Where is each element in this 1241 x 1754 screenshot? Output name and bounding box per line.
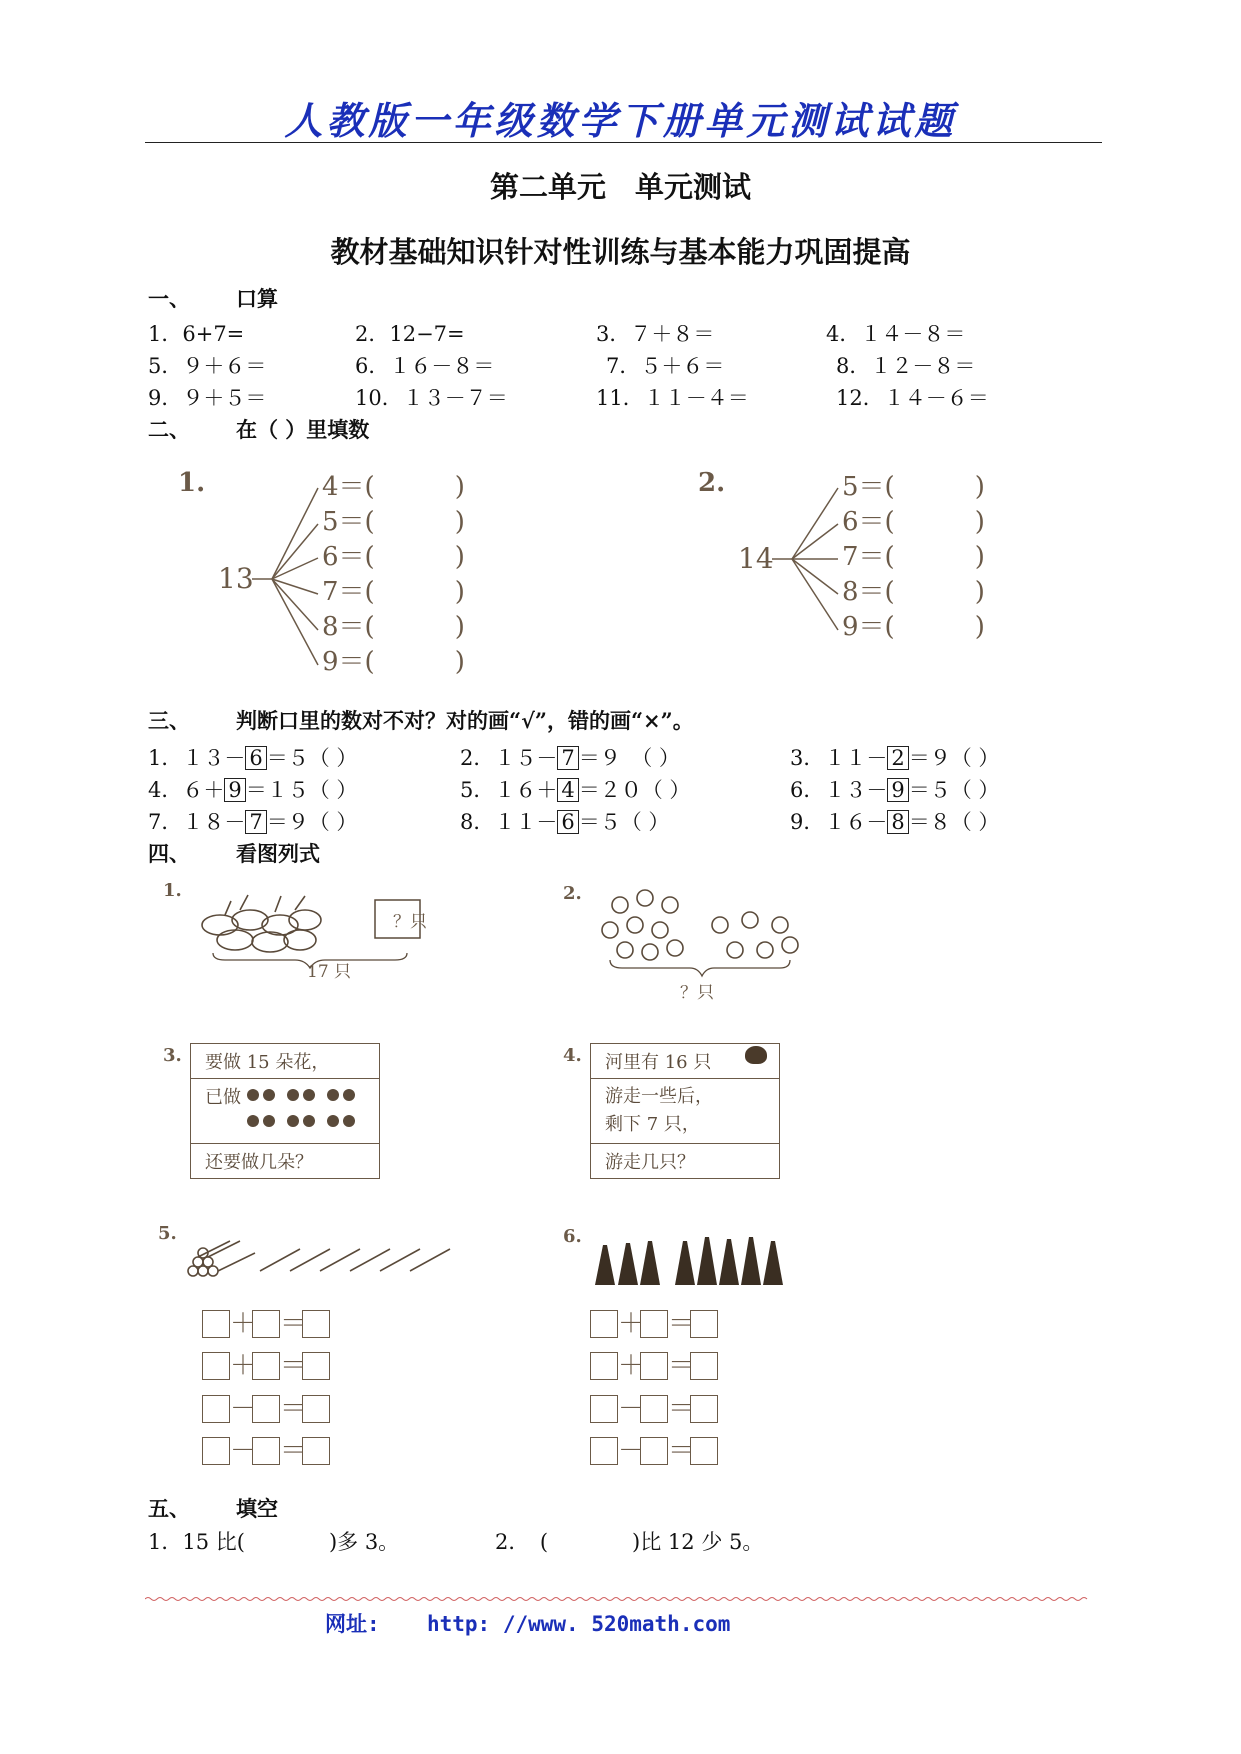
answer-box: 9 bbox=[224, 778, 245, 802]
flowers-icon bbox=[243, 1083, 368, 1135]
blank-box[interactable] bbox=[302, 1437, 330, 1465]
section-1-heading bbox=[148, 283, 278, 313]
card-line: 要做 15 朵花， bbox=[191, 1044, 379, 1079]
section-number: 三、 bbox=[148, 708, 190, 733]
footer-wavy-divider bbox=[145, 1596, 1090, 1602]
item-text: ＝９（ ） bbox=[908, 746, 1000, 770]
answer-box: 6 bbox=[245, 746, 266, 770]
blank-box[interactable] bbox=[302, 1310, 330, 1338]
row bbox=[842, 470, 985, 505]
row-text: 5＝( bbox=[842, 472, 895, 502]
plus-sign: ＋ bbox=[618, 1351, 645, 1381]
section-2-heading bbox=[148, 414, 369, 444]
section-number: 五、 bbox=[148, 1496, 190, 1521]
row bbox=[322, 470, 465, 505]
picture-label: 5. bbox=[158, 1223, 177, 1244]
header-divider bbox=[145, 142, 1102, 143]
answer-box: 8 bbox=[887, 810, 908, 834]
plants-illustration bbox=[590, 1230, 800, 1290]
item-text: 1．１３－ bbox=[148, 746, 246, 770]
item-text: 5．１６＋ bbox=[460, 778, 558, 802]
item-text: 3．１１－ bbox=[790, 746, 888, 770]
equals-sign: ＝ bbox=[280, 1351, 307, 1381]
row-text: 6＝( bbox=[842, 507, 895, 537]
picture-label: 6. bbox=[563, 1226, 582, 1247]
blank-close: ) bbox=[454, 612, 465, 642]
judge-item bbox=[460, 774, 690, 804]
blank-box[interactable] bbox=[202, 1310, 230, 1338]
row-text: 7＝( bbox=[322, 577, 375, 607]
judge-item bbox=[790, 806, 999, 836]
blank-box[interactable] bbox=[690, 1437, 718, 1465]
sticks-illustration bbox=[185, 1235, 465, 1280]
ducks-card bbox=[590, 1043, 780, 1179]
row bbox=[842, 540, 985, 575]
section-3-heading bbox=[148, 705, 694, 735]
section-4-heading bbox=[148, 838, 320, 868]
section-number: 一、 bbox=[148, 286, 190, 311]
blank-box[interactable] bbox=[590, 1310, 618, 1338]
section-title: 口算 bbox=[236, 286, 278, 311]
judge-item bbox=[460, 742, 680, 772]
item-text: ＝１５（ ） bbox=[245, 778, 358, 802]
footer-label: 网址: bbox=[325, 1612, 380, 1636]
picture-label: 3. bbox=[163, 1045, 182, 1066]
equation-row bbox=[590, 1387, 718, 1430]
calc-item: 6．１６－８＝ bbox=[355, 354, 495, 378]
blank-close: ) bbox=[454, 647, 465, 677]
judge-item bbox=[790, 742, 999, 772]
blank-close: ) bbox=[454, 542, 465, 572]
equation-row bbox=[202, 1345, 330, 1388]
decomposition-rows bbox=[842, 470, 985, 645]
equals-sign: ＝ bbox=[668, 1393, 695, 1424]
section-title: 看图列式 bbox=[236, 841, 320, 866]
calc-item: 9．９＋５＝ bbox=[148, 386, 267, 410]
row-text: 5＝( bbox=[322, 507, 375, 537]
row bbox=[322, 575, 465, 610]
blank-box[interactable] bbox=[252, 1352, 280, 1380]
item-text: ＝９ （ ） bbox=[578, 746, 680, 770]
row-text: 6＝( bbox=[322, 542, 375, 572]
row-text: 9＝( bbox=[842, 612, 895, 642]
item-text: ＝９（ ） bbox=[266, 810, 358, 834]
calc-item: 12．１４－６＝ bbox=[836, 386, 989, 410]
section-title: 填空 bbox=[236, 1496, 278, 1521]
section-number: 二、 bbox=[148, 417, 190, 442]
blank-box[interactable] bbox=[302, 1352, 330, 1380]
header-title: 人教版一年级数学下册单元测试试题 bbox=[284, 98, 957, 143]
minus-sign: － bbox=[618, 1436, 645, 1466]
answer-box: 6 bbox=[557, 810, 578, 834]
row bbox=[322, 540, 465, 575]
row-text: 8＝( bbox=[842, 577, 895, 607]
blank-box[interactable] bbox=[690, 1352, 718, 1380]
blank-close: ) bbox=[454, 577, 465, 607]
equation-grid-6 bbox=[590, 1302, 718, 1472]
row bbox=[842, 610, 985, 645]
blank-box[interactable] bbox=[252, 1310, 280, 1338]
minus-sign: － bbox=[230, 1436, 257, 1466]
birds-illustration bbox=[590, 880, 810, 980]
item-text: 4．６＋ bbox=[148, 778, 225, 802]
item-text: ＝２０（ ） bbox=[578, 778, 691, 802]
blank-box[interactable] bbox=[590, 1352, 618, 1380]
total-number: 13 bbox=[218, 562, 254, 595]
blank-close: ) bbox=[974, 507, 985, 537]
item-text: 7．１８－ bbox=[148, 810, 246, 834]
row bbox=[842, 575, 985, 610]
answer-box: 4 bbox=[557, 778, 578, 802]
equals-sign: ＝ bbox=[280, 1308, 307, 1339]
blank-close: ) bbox=[974, 472, 985, 502]
card-body bbox=[591, 1079, 779, 1144]
blank-box[interactable] bbox=[690, 1310, 718, 1338]
card-line bbox=[191, 1079, 379, 1144]
card-line: 游走几只？ bbox=[605, 1152, 695, 1173]
row-text: 4＝( bbox=[322, 472, 375, 502]
item-text: ＝８（ ） bbox=[908, 810, 1000, 834]
card-text: 河里有 16 只 bbox=[605, 1052, 712, 1073]
row bbox=[842, 505, 985, 540]
total-number: 14 bbox=[738, 542, 774, 575]
unit-title: 第二单元 单元测试 bbox=[489, 170, 751, 204]
judge-item bbox=[790, 774, 999, 804]
blank-box[interactable] bbox=[202, 1437, 230, 1465]
equals-sign: ＝ bbox=[280, 1436, 307, 1466]
blank-close: ) bbox=[974, 577, 985, 607]
equation-row bbox=[590, 1345, 718, 1388]
equation-row bbox=[202, 1302, 330, 1345]
blank-box[interactable] bbox=[302, 1395, 330, 1423]
plus-sign: ＋ bbox=[230, 1308, 257, 1339]
blank-box[interactable] bbox=[640, 1395, 668, 1423]
total-label: ？只 bbox=[680, 983, 714, 1003]
item-text: ＝５（ ） bbox=[578, 810, 670, 834]
answer-box: 7 bbox=[557, 746, 578, 770]
blank-box[interactable] bbox=[252, 1395, 280, 1423]
card-text: 剩下 7 只， bbox=[605, 1114, 700, 1135]
answer-box: 7 bbox=[245, 810, 266, 834]
blank-close: ) bbox=[974, 542, 985, 572]
equals-sign: ＝ bbox=[668, 1436, 695, 1466]
equals-sign: ＝ bbox=[668, 1351, 695, 1381]
answer-box: 2 bbox=[887, 746, 908, 770]
unknown-box-text: ？只 bbox=[393, 912, 427, 932]
item-text: 2．１５－ bbox=[460, 746, 558, 770]
blank-box[interactable] bbox=[202, 1352, 230, 1380]
row-text: 9＝( bbox=[322, 647, 375, 677]
blank-box[interactable] bbox=[640, 1437, 668, 1465]
decomposition-rows bbox=[322, 470, 465, 680]
item-text: ＝５（ ） bbox=[266, 746, 358, 770]
row bbox=[322, 645, 465, 680]
blank-box[interactable] bbox=[590, 1437, 618, 1465]
plus-sign: ＋ bbox=[230, 1351, 257, 1381]
card-line: 还要做几朵？ bbox=[205, 1152, 313, 1173]
calc-item: 7．５＋６＝ bbox=[606, 354, 725, 378]
branch-lines bbox=[770, 470, 840, 650]
judge-item bbox=[460, 806, 669, 836]
minus-sign: － bbox=[230, 1393, 257, 1424]
equation-row bbox=[590, 1430, 718, 1473]
blank-box[interactable] bbox=[202, 1395, 230, 1423]
picture-label: 1. bbox=[163, 880, 182, 901]
section-title: 在（ ）里填数 bbox=[236, 417, 370, 442]
card-text: 已做 bbox=[205, 1087, 241, 1108]
picture-label: 2. bbox=[563, 883, 582, 904]
flower-card bbox=[190, 1043, 380, 1179]
row bbox=[322, 505, 465, 540]
calc-item: 10．１３－７＝ bbox=[355, 386, 508, 410]
item-text: 6．１３－ bbox=[790, 778, 888, 802]
calc-item: 8．１２－８＝ bbox=[836, 354, 976, 378]
calc-item: 11．１１－４＝ bbox=[596, 386, 749, 410]
judge-item bbox=[148, 774, 357, 804]
blank-box[interactable] bbox=[252, 1437, 280, 1465]
calc-item: 4．１４－８＝ bbox=[826, 322, 966, 346]
blank-box[interactable] bbox=[640, 1310, 668, 1338]
duck-icon bbox=[745, 1046, 767, 1064]
equation-grid-5 bbox=[202, 1302, 330, 1472]
blank-box[interactable] bbox=[640, 1352, 668, 1380]
footer bbox=[325, 1608, 730, 1638]
card-text: 游走一些后， bbox=[605, 1086, 713, 1107]
blank-close: ) bbox=[454, 507, 465, 537]
card-line bbox=[591, 1044, 779, 1079]
section-5-heading bbox=[148, 1493, 278, 1523]
total-label: 17 只 bbox=[307, 962, 352, 982]
figure-label: 2. bbox=[698, 468, 726, 498]
branch-lines bbox=[250, 470, 320, 680]
equals-sign: ＝ bbox=[668, 1308, 695, 1339]
equation-row bbox=[202, 1387, 330, 1430]
section-number: 四、 bbox=[148, 841, 190, 866]
figure-label: 1. bbox=[178, 468, 206, 498]
fill-question-1: 1．15 比( )多 3。 bbox=[148, 1530, 400, 1554]
fill-question-2: 2． ( )比 12 少 5。 bbox=[495, 1530, 764, 1554]
item-text: 9．１６－ bbox=[790, 810, 888, 834]
equals-sign: ＝ bbox=[280, 1393, 307, 1424]
equation-row bbox=[202, 1430, 330, 1473]
judge-item bbox=[148, 806, 357, 836]
minus-sign: － bbox=[618, 1393, 645, 1424]
row-text: 8＝( bbox=[322, 612, 375, 642]
item-text: 8．１１－ bbox=[460, 810, 558, 834]
section-title: 判断口里的数对不对？对的画“√”，错的画“×”。 bbox=[236, 708, 694, 733]
subtitle: 教材基础知识针对性训练与基本能力巩固提高 bbox=[330, 235, 911, 269]
plus-sign: ＋ bbox=[618, 1308, 645, 1339]
calc-item: 1．6+7= bbox=[148, 322, 245, 346]
blank-box[interactable] bbox=[690, 1395, 718, 1423]
answer-box: 9 bbox=[887, 778, 908, 802]
blank-close: ) bbox=[454, 472, 465, 502]
calc-item: 3．７＋８＝ bbox=[596, 322, 715, 346]
row-text: 7＝( bbox=[842, 542, 895, 572]
calc-item: 2．12−7= bbox=[355, 322, 465, 346]
item-text: ＝５（ ） bbox=[908, 778, 1000, 802]
calc-item: 5．９＋６＝ bbox=[148, 354, 267, 378]
footer-url-link[interactable]: http: //www. 520math.com bbox=[426, 1612, 731, 1636]
row bbox=[322, 610, 465, 645]
judge-item bbox=[148, 742, 357, 772]
equation-row bbox=[590, 1302, 718, 1345]
blank-close: ) bbox=[974, 612, 985, 642]
picture-label: 4. bbox=[563, 1045, 582, 1066]
blank-box[interactable] bbox=[590, 1395, 618, 1423]
